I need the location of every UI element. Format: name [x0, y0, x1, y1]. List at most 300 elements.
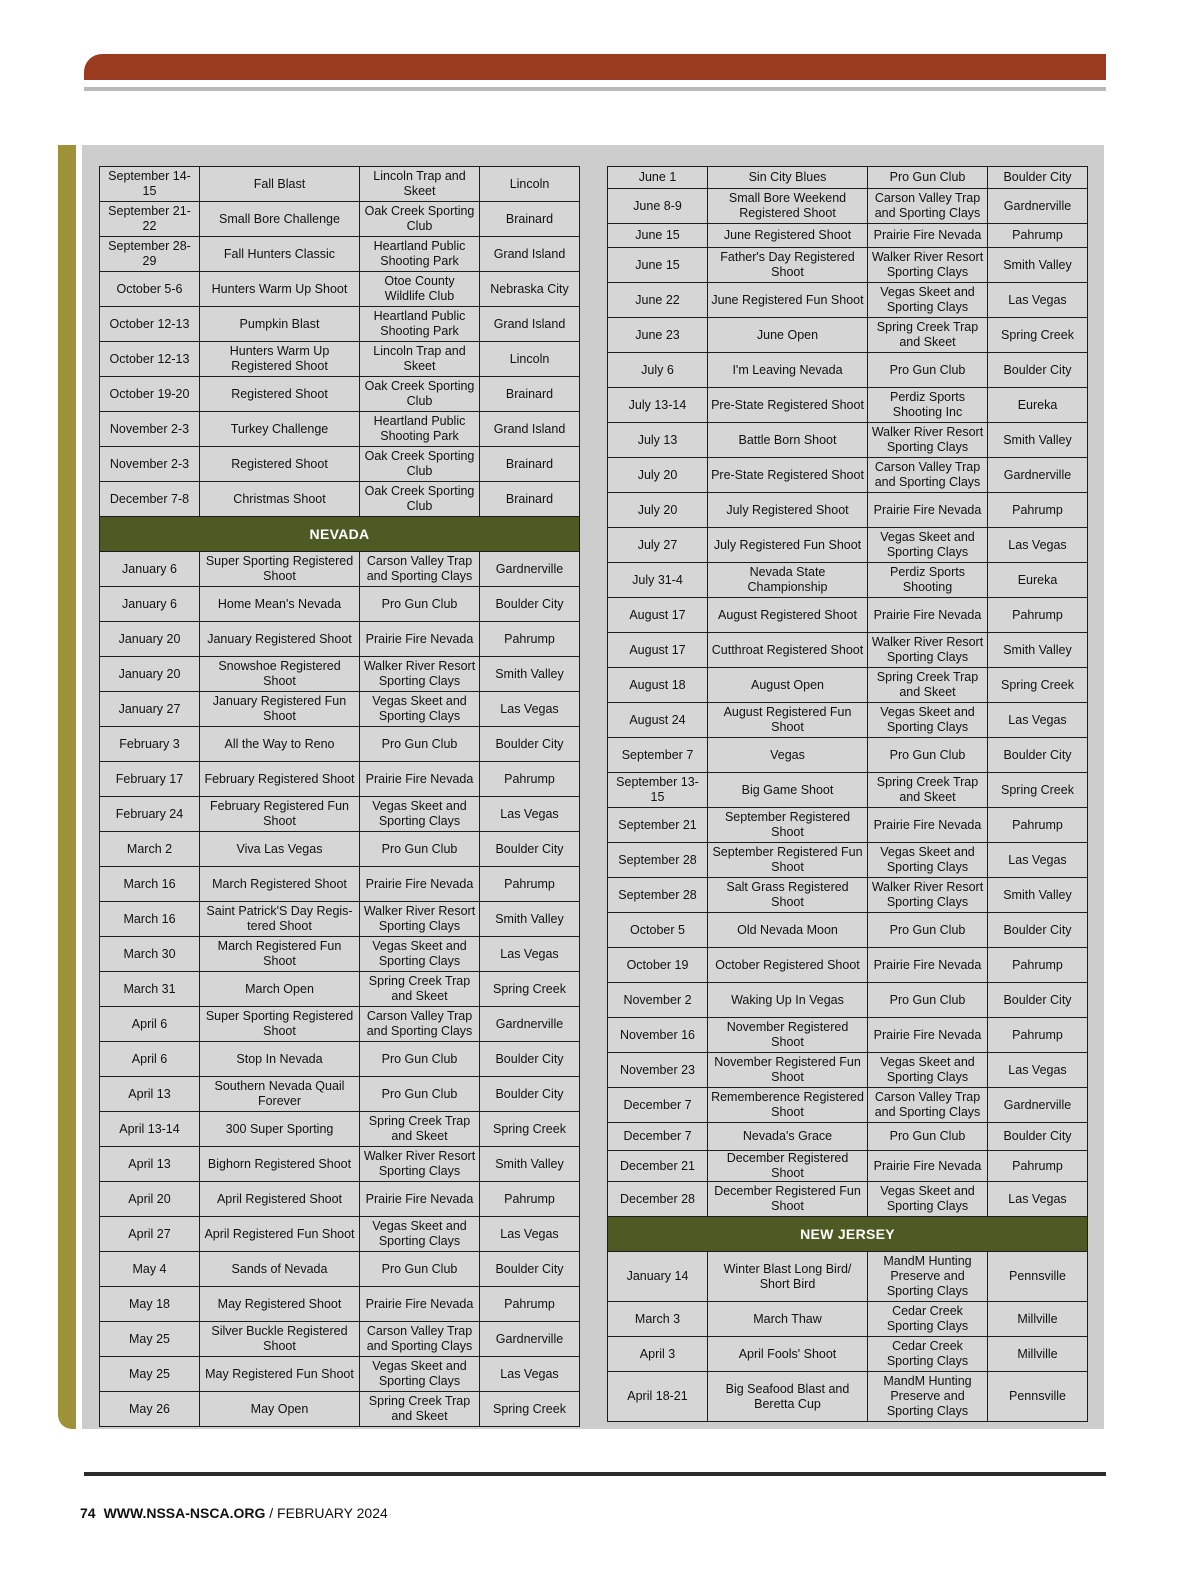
event-cell: Fall Hunters Classic — [200, 237, 360, 272]
city-cell: Spring Creek — [988, 773, 1088, 808]
city-cell: Spring Creek — [988, 668, 1088, 703]
venue-cell: Carson Valley Trap and Sporting Clays — [868, 1088, 988, 1123]
city-cell: Las Vegas — [480, 1357, 580, 1392]
event-cell: Sin City Blues — [708, 167, 868, 189]
venue-cell: Lincoln Trap and Skeet — [360, 167, 480, 202]
venue-cell: Vegas Skeet and Sporting Clays — [868, 843, 988, 878]
event-cell: May Open — [200, 1392, 360, 1427]
city-cell: Pennsville — [988, 1372, 1088, 1422]
city-cell: Pahrump — [988, 808, 1088, 843]
city-cell: Gardnerville — [480, 1322, 580, 1357]
table-row — [608, 633, 1088, 668]
event-cell: Registered Shoot — [200, 377, 360, 412]
table-row — [608, 318, 1088, 353]
date-cell: April 20 — [100, 1182, 200, 1217]
table-row — [608, 1182, 1088, 1217]
date-cell: August 17 — [608, 598, 708, 633]
table-row — [100, 1007, 580, 1042]
venue-cell: Vegas Skeet and Sporting Clays — [360, 937, 480, 972]
event-cell: Small Bore Challenge — [200, 202, 360, 237]
table-row — [100, 202, 580, 237]
event-cell: Silver Buckle Registered Shoot — [200, 1322, 360, 1357]
venue-cell: Walker River Resort Sporting Clays — [360, 657, 480, 692]
city-cell: Boulder City — [988, 738, 1088, 773]
venue-cell: Carson Valley Trap and Sporting Clays — [360, 552, 480, 587]
event-cell: Southern Nevada Quail Forever — [200, 1077, 360, 1112]
date-cell: December 7 — [608, 1123, 708, 1151]
city-cell: Boulder City — [480, 1042, 580, 1077]
event-cell: February Registered Shoot — [200, 762, 360, 797]
event-cell: September Registered Fun Shoot — [708, 843, 868, 878]
venue-cell: Prairie Fire Nevada — [868, 224, 988, 248]
state-header-row — [608, 1217, 1088, 1252]
city-cell: Pahrump — [988, 598, 1088, 633]
page-number: 74 — [80, 1505, 96, 1521]
date-cell: July 20 — [608, 493, 708, 528]
city-cell: Pennsville — [988, 1252, 1088, 1302]
table-row — [608, 283, 1088, 318]
city-cell: Eureka — [988, 563, 1088, 598]
table-row — [100, 867, 580, 902]
date-cell: January 20 — [100, 622, 200, 657]
event-cell: All the Way to Reno — [200, 727, 360, 762]
table-row — [100, 237, 580, 272]
venue-cell: Vegas Skeet and Sporting Clays — [868, 1182, 988, 1217]
city-cell: Grand Island — [480, 237, 580, 272]
date-cell: October 12-13 — [100, 342, 200, 377]
city-cell: Gardnerville — [480, 1007, 580, 1042]
table-row — [100, 727, 580, 762]
table-row — [608, 189, 1088, 224]
schedule-table-right — [607, 166, 1088, 1422]
table-row — [608, 983, 1088, 1018]
city-cell: Lincoln — [480, 342, 580, 377]
city-cell: Boulder City — [480, 1077, 580, 1112]
venue-cell: MandM Hunting Preserve and Sporting Clays — [868, 1252, 988, 1302]
city-cell: Pahrump — [480, 762, 580, 797]
table-row — [608, 948, 1088, 983]
city-cell: Nebraska City — [480, 272, 580, 307]
venue-cell: Walker River Resort Sporting Clays — [868, 248, 988, 283]
city-cell: Las Vegas — [480, 1217, 580, 1252]
venue-cell: Perdiz Sports Shooting Inc — [868, 388, 988, 423]
date-cell: May 25 — [100, 1357, 200, 1392]
venue-cell: Walker River Resort Sporting Clays — [868, 878, 988, 913]
table-row — [100, 797, 580, 832]
date-cell: February 24 — [100, 797, 200, 832]
table-row — [100, 1357, 580, 1392]
table-row — [608, 843, 1088, 878]
table-row — [608, 703, 1088, 738]
event-cell: Sands of Nevada — [200, 1252, 360, 1287]
date-cell: December 7 — [608, 1088, 708, 1123]
date-cell: March 16 — [100, 867, 200, 902]
date-cell: January 6 — [100, 587, 200, 622]
city-cell: Smith Valley — [988, 248, 1088, 283]
venue-cell: Lincoln Trap and Skeet — [360, 342, 480, 377]
table-row — [608, 167, 1088, 189]
table-row — [608, 668, 1088, 703]
venue-cell: Prairie Fire Nevada — [868, 948, 988, 983]
date-cell: April 27 — [100, 1217, 200, 1252]
city-cell: Eureka — [988, 388, 1088, 423]
date-cell: June 15 — [608, 248, 708, 283]
city-cell: Pahrump — [480, 1287, 580, 1322]
event-cell: Salt Grass Registered Shoot — [708, 878, 868, 913]
date-cell: April 6 — [100, 1007, 200, 1042]
table-row — [608, 738, 1088, 773]
venue-cell: Oak Creek Sporting Club — [360, 447, 480, 482]
venue-cell: Pro Gun Club — [360, 1252, 480, 1287]
date-cell: November 2 — [608, 983, 708, 1018]
venue-cell: Cedar Creek Sporting Clays — [868, 1337, 988, 1372]
side-accent-bar — [58, 145, 76, 1429]
header-rule — [84, 87, 1106, 91]
venue-cell: Prairie Fire Nevada — [868, 1151, 988, 1182]
event-cell: Cutthroat Registered Shoot — [708, 633, 868, 668]
page-footer — [80, 1505, 388, 1521]
venue-cell: Vegas Skeet and Sporting Clays — [360, 797, 480, 832]
date-cell: July 31-4 — [608, 563, 708, 598]
event-cell: March Open — [200, 972, 360, 1007]
event-cell: August Registered Fun Shoot — [708, 703, 868, 738]
city-cell: Brainard — [480, 202, 580, 237]
city-cell: Boulder City — [480, 587, 580, 622]
date-cell: July 13 — [608, 423, 708, 458]
footer-issue: FEBRUARY 2024 — [277, 1505, 388, 1521]
venue-cell: Spring Creek Trap and Skeet — [360, 1112, 480, 1147]
table-row — [608, 1053, 1088, 1088]
date-cell: March 16 — [100, 902, 200, 937]
table-row — [100, 902, 580, 937]
schedule-table-left — [99, 166, 580, 1427]
date-cell: June 15 — [608, 224, 708, 248]
event-cell: Christmas Shoot — [200, 482, 360, 517]
event-cell: Old Nevada Moon — [708, 913, 868, 948]
table-row — [100, 972, 580, 1007]
venue-cell: Carson Valley Trap and Sporting Clays — [360, 1007, 480, 1042]
venue-cell: Walker River Resort Sporting Clays — [868, 633, 988, 668]
table-row — [608, 248, 1088, 283]
event-cell: June Registered Fun Shoot — [708, 283, 868, 318]
date-cell: September 13-15 — [608, 773, 708, 808]
venue-cell: Pro Gun Club — [868, 983, 988, 1018]
city-cell: Smith Valley — [988, 633, 1088, 668]
table-row — [100, 657, 580, 692]
table-row — [100, 1147, 580, 1182]
date-cell: June 1 — [608, 167, 708, 189]
date-cell: July 13-14 — [608, 388, 708, 423]
city-cell: Pahrump — [988, 224, 1088, 248]
table-row — [100, 342, 580, 377]
date-cell: August 24 — [608, 703, 708, 738]
city-cell: Las Vegas — [988, 283, 1088, 318]
date-cell: June 22 — [608, 283, 708, 318]
date-cell: November 2-3 — [100, 447, 200, 482]
date-cell: December 28 — [608, 1182, 708, 1217]
venue-cell: Vegas Skeet and Sporting Clays — [868, 1053, 988, 1088]
event-cell: Vegas — [708, 738, 868, 773]
date-cell: January 20 — [100, 657, 200, 692]
date-cell: October 5-6 — [100, 272, 200, 307]
city-cell: Spring Creek — [480, 972, 580, 1007]
event-cell: August Open — [708, 668, 868, 703]
date-cell: March 2 — [100, 832, 200, 867]
date-cell: January 27 — [100, 692, 200, 727]
table-row — [100, 167, 580, 202]
venue-cell: Spring Creek Trap and Skeet — [868, 668, 988, 703]
table-row — [100, 1077, 580, 1112]
venue-cell: Perdiz Sports Shooting — [868, 563, 988, 598]
date-cell: March 31 — [100, 972, 200, 1007]
event-cell: April Registered Fun Shoot — [200, 1217, 360, 1252]
event-cell: July Registered Shoot — [708, 493, 868, 528]
venue-cell: Walker River Resort Sporting Clays — [360, 1147, 480, 1182]
event-cell: Hunters Warm Up Shoot — [200, 272, 360, 307]
venue-cell: Carson Valley Trap and Sporting Clays — [360, 1322, 480, 1357]
city-cell: Pahrump — [480, 1182, 580, 1217]
header-color-bar — [84, 54, 1106, 80]
date-cell: September 28-29 — [100, 237, 200, 272]
date-cell: September 21-22 — [100, 202, 200, 237]
city-cell: Brainard — [480, 447, 580, 482]
city-cell: Boulder City — [480, 727, 580, 762]
date-cell: December 21 — [608, 1151, 708, 1182]
event-cell: Viva Las Vegas — [200, 832, 360, 867]
city-cell: Boulder City — [480, 1252, 580, 1287]
venue-cell: Vegas Skeet and Sporting Clays — [360, 1217, 480, 1252]
table-row — [100, 1392, 580, 1427]
date-cell: January 14 — [608, 1252, 708, 1302]
state-header: NEW JERSEY — [608, 1217, 1088, 1252]
city-cell: Boulder City — [988, 1123, 1088, 1151]
city-cell: Pahrump — [988, 493, 1088, 528]
city-cell: Smith Valley — [480, 657, 580, 692]
date-cell: July 6 — [608, 353, 708, 388]
table-row — [608, 1337, 1088, 1372]
table-row — [100, 622, 580, 657]
table-row — [100, 1042, 580, 1077]
event-cell: Rememberence Registered Shoot — [708, 1088, 868, 1123]
city-cell: Las Vegas — [988, 843, 1088, 878]
venue-cell: Spring Creek Trap and Skeet — [868, 318, 988, 353]
city-cell: Millville — [988, 1337, 1088, 1372]
event-cell: April Fools' Shoot — [708, 1337, 868, 1372]
table-row — [608, 1018, 1088, 1053]
event-cell: March Registered Shoot — [200, 867, 360, 902]
table-row — [608, 1372, 1088, 1422]
table-row — [100, 552, 580, 587]
date-cell: April 13-14 — [100, 1112, 200, 1147]
city-cell: Pahrump — [480, 622, 580, 657]
event-cell: Turkey Challenge — [200, 412, 360, 447]
venue-cell: Pro Gun Club — [868, 738, 988, 773]
event-cell: February Registered Fun Shoot — [200, 797, 360, 832]
city-cell: Gardnerville — [988, 1088, 1088, 1123]
venue-cell: Carson Valley Trap and Sporting Clays — [868, 189, 988, 224]
event-cell: August Registered Shoot — [708, 598, 868, 633]
date-cell: October 19 — [608, 948, 708, 983]
event-cell: November Registered Fun Shoot — [708, 1053, 868, 1088]
table-row — [608, 563, 1088, 598]
city-cell: Pahrump — [480, 867, 580, 902]
table-row — [100, 1322, 580, 1357]
event-cell: Battle Born Shoot — [708, 423, 868, 458]
city-cell: Gardnerville — [988, 458, 1088, 493]
table-row — [608, 458, 1088, 493]
table-row — [608, 528, 1088, 563]
event-cell: May Registered Shoot — [200, 1287, 360, 1322]
city-cell: Las Vegas — [480, 797, 580, 832]
event-cell: Small Bore Weekend Registered Shoot — [708, 189, 868, 224]
event-cell: 300 Super Sporting — [200, 1112, 360, 1147]
date-cell: November 2-3 — [100, 412, 200, 447]
date-cell: July 20 — [608, 458, 708, 493]
event-cell: June Registered Shoot — [708, 224, 868, 248]
event-cell: Saint Patrick'S Day Regis-tered Shoot — [200, 902, 360, 937]
event-cell: October Registered Shoot — [708, 948, 868, 983]
venue-cell: Pro Gun Club — [360, 727, 480, 762]
venue-cell: Pro Gun Club — [360, 587, 480, 622]
date-cell: September 28 — [608, 878, 708, 913]
city-cell: Smith Valley — [988, 878, 1088, 913]
event-cell: Pre-State Registered Shoot — [708, 458, 868, 493]
event-cell: December Registered Fun Shoot — [708, 1182, 868, 1217]
table-row — [100, 1217, 580, 1252]
venue-cell: Oak Creek Sporting Club — [360, 377, 480, 412]
event-cell: December Registered Shoot — [708, 1151, 868, 1182]
venue-cell: Pro Gun Club — [360, 1077, 480, 1112]
table-row — [100, 1252, 580, 1287]
event-cell: Home Mean's Nevada — [200, 587, 360, 622]
table-row — [608, 808, 1088, 843]
venue-cell: Otoe County Wildlife Club — [360, 272, 480, 307]
event-cell: Registered Shoot — [200, 447, 360, 482]
event-cell: Snowshoe Registered Shoot — [200, 657, 360, 692]
city-cell: Gardnerville — [988, 189, 1088, 224]
event-cell: Nevada State Championship — [708, 563, 868, 598]
event-cell: Stop In Nevada — [200, 1042, 360, 1077]
city-cell: Brainard — [480, 482, 580, 517]
date-cell: December 7-8 — [100, 482, 200, 517]
city-cell: Grand Island — [480, 412, 580, 447]
event-cell: March Registered Fun Shoot — [200, 937, 360, 972]
city-cell: Gardnerville — [480, 552, 580, 587]
table-row — [100, 587, 580, 622]
city-cell: Lincoln — [480, 167, 580, 202]
city-cell: Las Vegas — [480, 692, 580, 727]
date-cell: October 19-20 — [100, 377, 200, 412]
venue-cell: Vegas Skeet and Sporting Clays — [868, 703, 988, 738]
table-row — [608, 1123, 1088, 1151]
date-cell: August 18 — [608, 668, 708, 703]
date-cell: March 30 — [100, 937, 200, 972]
table-row — [100, 377, 580, 412]
table-row — [608, 224, 1088, 248]
city-cell: Boulder City — [988, 913, 1088, 948]
table-row — [608, 878, 1088, 913]
table-row — [100, 762, 580, 797]
event-cell: Fall Blast — [200, 167, 360, 202]
city-cell: Boulder City — [480, 832, 580, 867]
table-row — [608, 423, 1088, 458]
table-row — [608, 353, 1088, 388]
table-row — [608, 1252, 1088, 1302]
event-cell: I'm Leaving Nevada — [708, 353, 868, 388]
date-cell: March 3 — [608, 1302, 708, 1337]
city-cell: Las Vegas — [988, 1053, 1088, 1088]
venue-cell: Vegas Skeet and Sporting Clays — [360, 1357, 480, 1392]
event-cell: Bighorn Registered Shoot — [200, 1147, 360, 1182]
date-cell: May 4 — [100, 1252, 200, 1287]
venue-cell: Prairie Fire Nevada — [360, 867, 480, 902]
city-cell: Boulder City — [988, 353, 1088, 388]
footer-site-url: WWW.NSSA-NSCA.ORG — [103, 1505, 266, 1521]
date-cell: June 8-9 — [608, 189, 708, 224]
event-cell: November Registered Shoot — [708, 1018, 868, 1053]
state-header-row — [100, 517, 580, 552]
event-cell: Big Game Shoot — [708, 773, 868, 808]
event-cell: Nevada's Grace — [708, 1123, 868, 1151]
table-row — [100, 482, 580, 517]
date-cell: February 17 — [100, 762, 200, 797]
date-cell: January 6 — [100, 552, 200, 587]
event-cell: Big Seafood Blast and Beretta Cup — [708, 1372, 868, 1422]
venue-cell: Walker River Resort Sporting Clays — [868, 423, 988, 458]
venue-cell: Oak Creek Sporting Club — [360, 482, 480, 517]
venue-cell: Spring Creek Trap and Skeet — [360, 972, 480, 1007]
table-row — [608, 1302, 1088, 1337]
table-row — [100, 272, 580, 307]
event-cell: Pumpkin Blast — [200, 307, 360, 342]
venue-cell: Vegas Skeet and Sporting Clays — [868, 528, 988, 563]
city-cell: Grand Island — [480, 307, 580, 342]
date-cell: July 27 — [608, 528, 708, 563]
date-cell: June 23 — [608, 318, 708, 353]
date-cell: April 6 — [100, 1042, 200, 1077]
venue-cell: Carson Valley Trap and Sporting Clays — [868, 458, 988, 493]
event-cell: March Thaw — [708, 1302, 868, 1337]
city-cell: Brainard — [480, 377, 580, 412]
date-cell: September 7 — [608, 738, 708, 773]
venue-cell: Prairie Fire Nevada — [360, 622, 480, 657]
table-row — [100, 1112, 580, 1147]
table-row — [100, 937, 580, 972]
footer-separator: / — [265, 1505, 278, 1521]
table-row — [608, 1151, 1088, 1182]
table-row — [608, 1088, 1088, 1123]
venue-cell: Pro Gun Club — [360, 832, 480, 867]
table-row — [608, 773, 1088, 808]
date-cell: November 23 — [608, 1053, 708, 1088]
venue-cell: Pro Gun Club — [868, 913, 988, 948]
date-cell: September 14-15 — [100, 167, 200, 202]
date-cell: February 3 — [100, 727, 200, 762]
city-cell: Pahrump — [988, 948, 1088, 983]
table-row — [608, 388, 1088, 423]
event-cell: Super Sporting Registered Shoot — [200, 1007, 360, 1042]
date-cell: April 3 — [608, 1337, 708, 1372]
city-cell: Smith Valley — [480, 1147, 580, 1182]
event-cell: April Registered Shoot — [200, 1182, 360, 1217]
venue-cell: Heartland Public Shooting Park — [360, 412, 480, 447]
venue-cell: Walker River Resort Sporting Clays — [360, 902, 480, 937]
venue-cell: Spring Creek Trap and Skeet — [360, 1392, 480, 1427]
event-cell: Father's Day Registered Shoot — [708, 248, 868, 283]
event-cell: Pre-State Registered Shoot — [708, 388, 868, 423]
venue-cell: Prairie Fire Nevada — [360, 762, 480, 797]
event-cell: Super Sporting Registered Shoot — [200, 552, 360, 587]
